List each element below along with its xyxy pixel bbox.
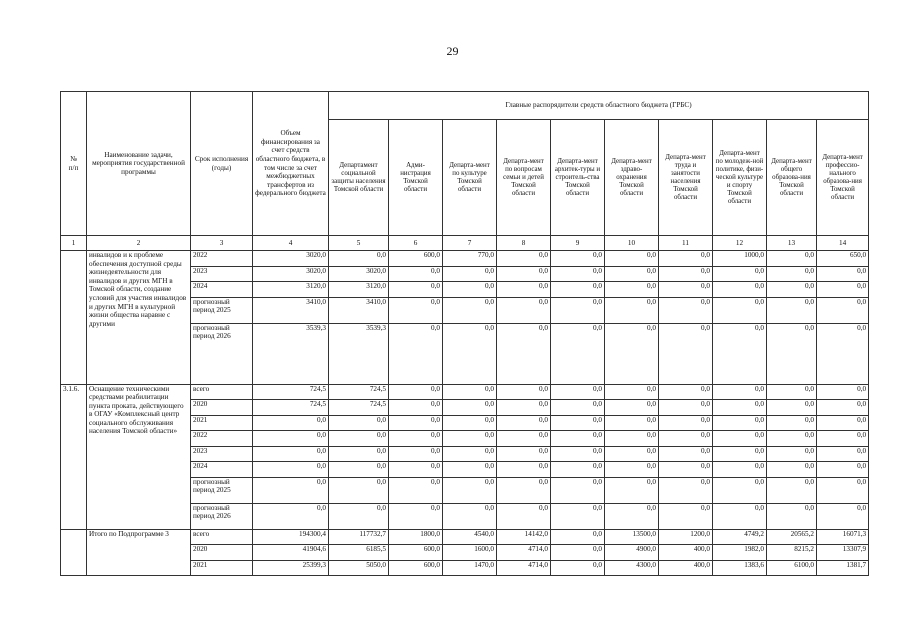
- dept-value-cell: 0,0: [659, 323, 713, 384]
- dept-value-cell: 0,0: [389, 282, 443, 298]
- dept-value-cell: 0,0: [329, 431, 389, 447]
- dept-value-cell: 724,5: [329, 384, 389, 400]
- task-name: Оснащение техническими средствами реабилитации пункта проката, действующего в ОГАУ «Комплексный центр социального обслуживания населения Томской области»: [87, 384, 191, 529]
- dept-value-cell: 0,0: [443, 282, 497, 298]
- total-volume-cell: 724,5: [253, 384, 329, 400]
- dept-value-cell: 0,0: [817, 323, 869, 384]
- dept-value-cell: 0,0: [497, 251, 551, 267]
- dept-value-cell: 1000,0: [713, 251, 767, 267]
- dept-value-cell: 0,0: [329, 477, 389, 503]
- dept-value-cell: 0,0: [497, 503, 551, 529]
- row-number: 3.1.6.: [61, 384, 87, 529]
- dept-value-cell: 0,0: [713, 282, 767, 298]
- dept-value-cell: 0,0: [551, 431, 605, 447]
- dept-value-cell: 14142,0: [497, 529, 551, 545]
- dept-value-cell: 0,0: [389, 431, 443, 447]
- dept-value-cell: 0,0: [551, 400, 605, 416]
- column-number: 7: [443, 236, 497, 251]
- dept-value-cell: 0,0: [389, 323, 443, 384]
- dept-value-cell: 4900,0: [605, 545, 659, 561]
- dept-value-cell: 0,0: [329, 462, 389, 478]
- total-volume-cell: 0,0: [253, 503, 329, 529]
- dept-value-cell: 6100,0: [767, 560, 817, 576]
- dept-value-cell: 3020,0: [329, 266, 389, 282]
- dept-value-cell: 0,0: [389, 503, 443, 529]
- header-dept-6: Департа-мент здраво-охранения Томской области: [605, 120, 659, 236]
- dept-value-cell: 0,0: [817, 431, 869, 447]
- dept-value-cell: 0,0: [659, 282, 713, 298]
- total-volume-cell: 724,5: [253, 400, 329, 416]
- dept-value-cell: 0,0: [605, 251, 659, 267]
- dept-value-cell: 4714,0: [497, 545, 551, 561]
- period-cell: 2020: [191, 400, 253, 416]
- column-number: 13: [767, 236, 817, 251]
- column-number: 5: [329, 236, 389, 251]
- dept-value-cell: 0,0: [659, 462, 713, 478]
- dept-value-cell: 0,0: [817, 384, 869, 400]
- dept-value-cell: 0,0: [817, 266, 869, 282]
- dept-value-cell: 1383,6: [713, 560, 767, 576]
- dept-value-cell: 0,0: [497, 297, 551, 323]
- dept-value-cell: 0,0: [767, 446, 817, 462]
- dept-value-cell: 400,0: [659, 560, 713, 576]
- dept-value-cell: 0,0: [443, 462, 497, 478]
- column-number: 6: [389, 236, 443, 251]
- page-number: 29: [446, 44, 459, 58]
- dept-value-cell: 0,0: [659, 415, 713, 431]
- dept-value-cell: 0,0: [389, 415, 443, 431]
- dept-value-cell: 13500,0: [605, 529, 659, 545]
- dept-value-cell: 0,0: [497, 415, 551, 431]
- dept-value-cell: 0,0: [713, 431, 767, 447]
- table-row: [61, 529, 869, 545]
- period-cell: 2021: [191, 415, 253, 431]
- column-number: 10: [605, 236, 659, 251]
- dept-value-cell: 724,5: [329, 400, 389, 416]
- dept-value-cell: 0,0: [817, 415, 869, 431]
- column-number: 3: [191, 236, 253, 251]
- dept-value-cell: 0,0: [497, 266, 551, 282]
- dept-value-cell: 117732,7: [329, 529, 389, 545]
- task-name: Итого по Подпрограмме 3: [87, 529, 191, 576]
- dept-value-cell: 0,0: [659, 400, 713, 416]
- dept-value-cell: 1200,0: [659, 529, 713, 545]
- dept-value-cell: 0,0: [443, 477, 497, 503]
- dept-value-cell: 0,0: [605, 282, 659, 298]
- dept-value-cell: 3539,3: [329, 323, 389, 384]
- dept-value-cell: 0,0: [605, 266, 659, 282]
- task-name: инвалидов и к проблеме обеспечения доступной среды жизнедеятельности для инвалидов и других МГН в Томской области, создание условий для участия инвалидов и других МГН в культурной жизни общества наравне с другими: [87, 251, 191, 385]
- dept-value-cell: 0,0: [817, 282, 869, 298]
- period-cell: 2023: [191, 446, 253, 462]
- dept-value-cell: 0,0: [817, 446, 869, 462]
- dept-value-cell: 4749,2: [713, 529, 767, 545]
- column-number: 11: [659, 236, 713, 251]
- dept-value-cell: 650,0: [817, 251, 869, 267]
- dept-value-cell: 20565,2: [767, 529, 817, 545]
- dept-value-cell: 0,0: [551, 545, 605, 561]
- dept-value-cell: 0,0: [659, 297, 713, 323]
- header-dept-4: Департа-мент по вопросам семьи и детей Томской области: [497, 120, 551, 236]
- dept-value-cell: 0,0: [329, 446, 389, 462]
- dept-value-cell: 0,0: [497, 446, 551, 462]
- period-cell: прогнозный период 2026: [191, 323, 253, 384]
- dept-value-cell: 0,0: [551, 446, 605, 462]
- total-volume-cell: 0,0: [253, 477, 329, 503]
- total-volume-cell: 3539,3: [253, 323, 329, 384]
- dept-value-cell: 0,0: [713, 323, 767, 384]
- dept-value-cell: 0,0: [767, 251, 817, 267]
- dept-value-cell: 0,0: [713, 266, 767, 282]
- dept-value-cell: 0,0: [443, 297, 497, 323]
- dept-value-cell: 0,0: [713, 446, 767, 462]
- dept-value-cell: 0,0: [329, 251, 389, 267]
- dept-value-cell: 0,0: [389, 446, 443, 462]
- dept-value-cell: 0,0: [551, 529, 605, 545]
- total-volume-cell: 194300,4: [253, 529, 329, 545]
- dept-value-cell: 0,0: [659, 446, 713, 462]
- dept-value-cell: 0,0: [817, 462, 869, 478]
- dept-value-cell: 600,0: [389, 560, 443, 576]
- header-dept-9: Департа-мент общего образова-ния Томской области: [767, 120, 817, 236]
- dept-value-cell: 0,0: [551, 560, 605, 576]
- column-number: 4: [253, 236, 329, 251]
- period-cell: 2023: [191, 266, 253, 282]
- dept-value-cell: 0,0: [389, 297, 443, 323]
- header-grbs: Главные распорядители средств областного бюджета (ГРБС): [329, 92, 869, 120]
- period-cell: прогнозный период 2025: [191, 297, 253, 323]
- dept-value-cell: 0,0: [713, 477, 767, 503]
- dept-value-cell: 600,0: [389, 251, 443, 267]
- dept-value-cell: 0,0: [659, 477, 713, 503]
- dept-value-cell: 600,0: [389, 545, 443, 561]
- dept-value-cell: 0,0: [605, 462, 659, 478]
- dept-value-cell: 0,0: [767, 400, 817, 416]
- dept-value-cell: 0,0: [713, 297, 767, 323]
- header-dept-3: Департа-мент по культуре Томской области: [443, 120, 497, 236]
- dept-value-cell: 4540,0: [443, 529, 497, 545]
- dept-value-cell: 0,0: [605, 297, 659, 323]
- dept-value-cell: 0,0: [329, 503, 389, 529]
- column-number: 1: [61, 236, 87, 251]
- header-dept-1: Департамент социальной защиты населения Томской области: [329, 120, 389, 236]
- dept-value-cell: 0,0: [443, 503, 497, 529]
- dept-value-cell: 0,0: [551, 297, 605, 323]
- dept-value-cell: 0,0: [497, 462, 551, 478]
- dept-value-cell: 5050,0: [329, 560, 389, 576]
- dept-value-cell: 0,0: [659, 251, 713, 267]
- dept-value-cell: 0,0: [659, 503, 713, 529]
- total-volume-cell: 3020,0: [253, 266, 329, 282]
- dept-value-cell: 0,0: [713, 400, 767, 416]
- period-cell: прогнозный период 2025: [191, 477, 253, 503]
- column-number: 9: [551, 236, 605, 251]
- dept-value-cell: 3410,0: [329, 297, 389, 323]
- dept-value-cell: 0,0: [713, 384, 767, 400]
- dept-value-cell: 6185,5: [329, 545, 389, 561]
- dept-value-cell: 3120,0: [329, 282, 389, 298]
- header-dept-5: Департа-мент архитек-туры и строитель-ства Томской области: [551, 120, 605, 236]
- dept-value-cell: 0,0: [443, 384, 497, 400]
- dept-value-cell: 0,0: [713, 415, 767, 431]
- dept-value-cell: 0,0: [551, 462, 605, 478]
- header-dept-8: Департа-мент по молодеж-ной политике, физи-ческой культуре и спорту Томской области: [713, 120, 767, 236]
- period-cell: 2024: [191, 282, 253, 298]
- dept-value-cell: 16071,3: [817, 529, 869, 545]
- dept-value-cell: 0,0: [605, 323, 659, 384]
- dept-value-cell: 0,0: [443, 415, 497, 431]
- dept-value-cell: 0,0: [497, 477, 551, 503]
- dept-value-cell: 0,0: [497, 282, 551, 298]
- dept-value-cell: 0,0: [817, 503, 869, 529]
- column-number: 14: [817, 236, 869, 251]
- header-dept-2: Адми-нистрация Томской области: [389, 120, 443, 236]
- dept-value-cell: 0,0: [443, 431, 497, 447]
- period-cell: 2020: [191, 545, 253, 561]
- dept-value-cell: 0,0: [551, 266, 605, 282]
- dept-value-cell: 0,0: [497, 323, 551, 384]
- dept-value-cell: 0,0: [389, 477, 443, 503]
- dept-value-cell: 0,0: [713, 503, 767, 529]
- period-cell: 2022: [191, 431, 253, 447]
- dept-value-cell: 4714,0: [497, 560, 551, 576]
- header-task: Наименование задачи, мероприятия государственной программы: [87, 92, 191, 236]
- dept-value-cell: 0,0: [551, 477, 605, 503]
- period-cell: всего: [191, 384, 253, 400]
- dept-value-cell: 0,0: [497, 400, 551, 416]
- dept-value-cell: 770,0: [443, 251, 497, 267]
- total-volume-cell: 0,0: [253, 462, 329, 478]
- dept-value-cell: 0,0: [551, 415, 605, 431]
- dept-value-cell: 0,0: [605, 446, 659, 462]
- column-number: 2: [87, 236, 191, 251]
- header-dept-10: Департа-мент профессио-нального образова-ния Томской области: [817, 120, 869, 236]
- table-row: [61, 384, 869, 400]
- row-number: [61, 529, 87, 576]
- table-row: [61, 251, 869, 267]
- dept-value-cell: 0,0: [713, 462, 767, 478]
- period-cell: 2022: [191, 251, 253, 267]
- dept-value-cell: 0,0: [605, 384, 659, 400]
- dept-value-cell: 0,0: [817, 400, 869, 416]
- dept-value-cell: 0,0: [443, 446, 497, 462]
- period-cell: всего: [191, 529, 253, 545]
- header-no: № п/п: [61, 92, 87, 236]
- dept-value-cell: 1800,0: [389, 529, 443, 545]
- total-volume-cell: 0,0: [253, 446, 329, 462]
- dept-value-cell: 0,0: [659, 384, 713, 400]
- dept-value-cell: 400,0: [659, 545, 713, 561]
- period-cell: прогнозный период 2026: [191, 503, 253, 529]
- dept-value-cell: 1470,0: [443, 560, 497, 576]
- header-volume: Объем финансирования за счет средств областного бюджета, в том числе за счет межбюджетных трансфертов из федерального бюджета: [253, 92, 329, 236]
- dept-value-cell: 0,0: [605, 503, 659, 529]
- dept-value-cell: 0,0: [389, 384, 443, 400]
- period-cell: 2024: [191, 462, 253, 478]
- total-volume-cell: 3120,0: [253, 282, 329, 298]
- dept-value-cell: 0,0: [817, 297, 869, 323]
- dept-value-cell: 1982,0: [713, 545, 767, 561]
- dept-value-cell: 0,0: [767, 415, 817, 431]
- total-volume-cell: 41904,6: [253, 545, 329, 561]
- dept-value-cell: 13307,9: [817, 545, 869, 561]
- dept-value-cell: 0,0: [605, 431, 659, 447]
- dept-value-cell: 0,0: [767, 503, 817, 529]
- dept-value-cell: 0,0: [497, 431, 551, 447]
- budget-table: [60, 91, 869, 576]
- dept-value-cell: 0,0: [767, 477, 817, 503]
- dept-value-cell: 0,0: [605, 477, 659, 503]
- column-number: 8: [497, 236, 551, 251]
- period-cell: 2021: [191, 560, 253, 576]
- dept-value-cell: 0,0: [497, 384, 551, 400]
- dept-value-cell: 0,0: [767, 462, 817, 478]
- dept-value-cell: 0,0: [551, 323, 605, 384]
- dept-value-cell: 0,0: [817, 477, 869, 503]
- dept-value-cell: 0,0: [443, 400, 497, 416]
- dept-value-cell: 1600,0: [443, 545, 497, 561]
- dept-value-cell: 0,0: [767, 282, 817, 298]
- dept-value-cell: 0,0: [659, 431, 713, 447]
- header-period: Срок исполнения (годы): [191, 92, 253, 236]
- dept-value-cell: 0,0: [389, 266, 443, 282]
- total-volume-cell: 0,0: [253, 415, 329, 431]
- column-number: 12: [713, 236, 767, 251]
- dept-value-cell: 8215,2: [767, 545, 817, 561]
- dept-value-cell: 0,0: [767, 384, 817, 400]
- total-volume-cell: 3410,0: [253, 297, 329, 323]
- dept-value-cell: 0,0: [767, 431, 817, 447]
- dept-value-cell: 0,0: [605, 400, 659, 416]
- dept-value-cell: 0,0: [767, 323, 817, 384]
- row-number: [61, 251, 87, 385]
- dept-value-cell: 0,0: [767, 297, 817, 323]
- header-dept-7: Департа-мент труда и занятости населения Томской области: [659, 120, 713, 236]
- dept-value-cell: 0,0: [659, 266, 713, 282]
- dept-value-cell: 1381,7: [817, 560, 869, 576]
- dept-value-cell: 0,0: [767, 266, 817, 282]
- total-volume-cell: 3020,0: [253, 251, 329, 267]
- total-volume-cell: 0,0: [253, 431, 329, 447]
- dept-value-cell: 0,0: [443, 266, 497, 282]
- dept-value-cell: 0,0: [443, 323, 497, 384]
- dept-value-cell: 0,0: [605, 415, 659, 431]
- dept-value-cell: 0,0: [551, 384, 605, 400]
- dept-value-cell: 0,0: [329, 415, 389, 431]
- total-volume-cell: 25399,3: [253, 560, 329, 576]
- dept-value-cell: 0,0: [551, 503, 605, 529]
- dept-value-cell: 0,0: [551, 251, 605, 267]
- dept-value-cell: 0,0: [389, 400, 443, 416]
- dept-value-cell: 4300,0: [605, 560, 659, 576]
- dept-value-cell: 0,0: [551, 282, 605, 298]
- dept-value-cell: 0,0: [389, 462, 443, 478]
